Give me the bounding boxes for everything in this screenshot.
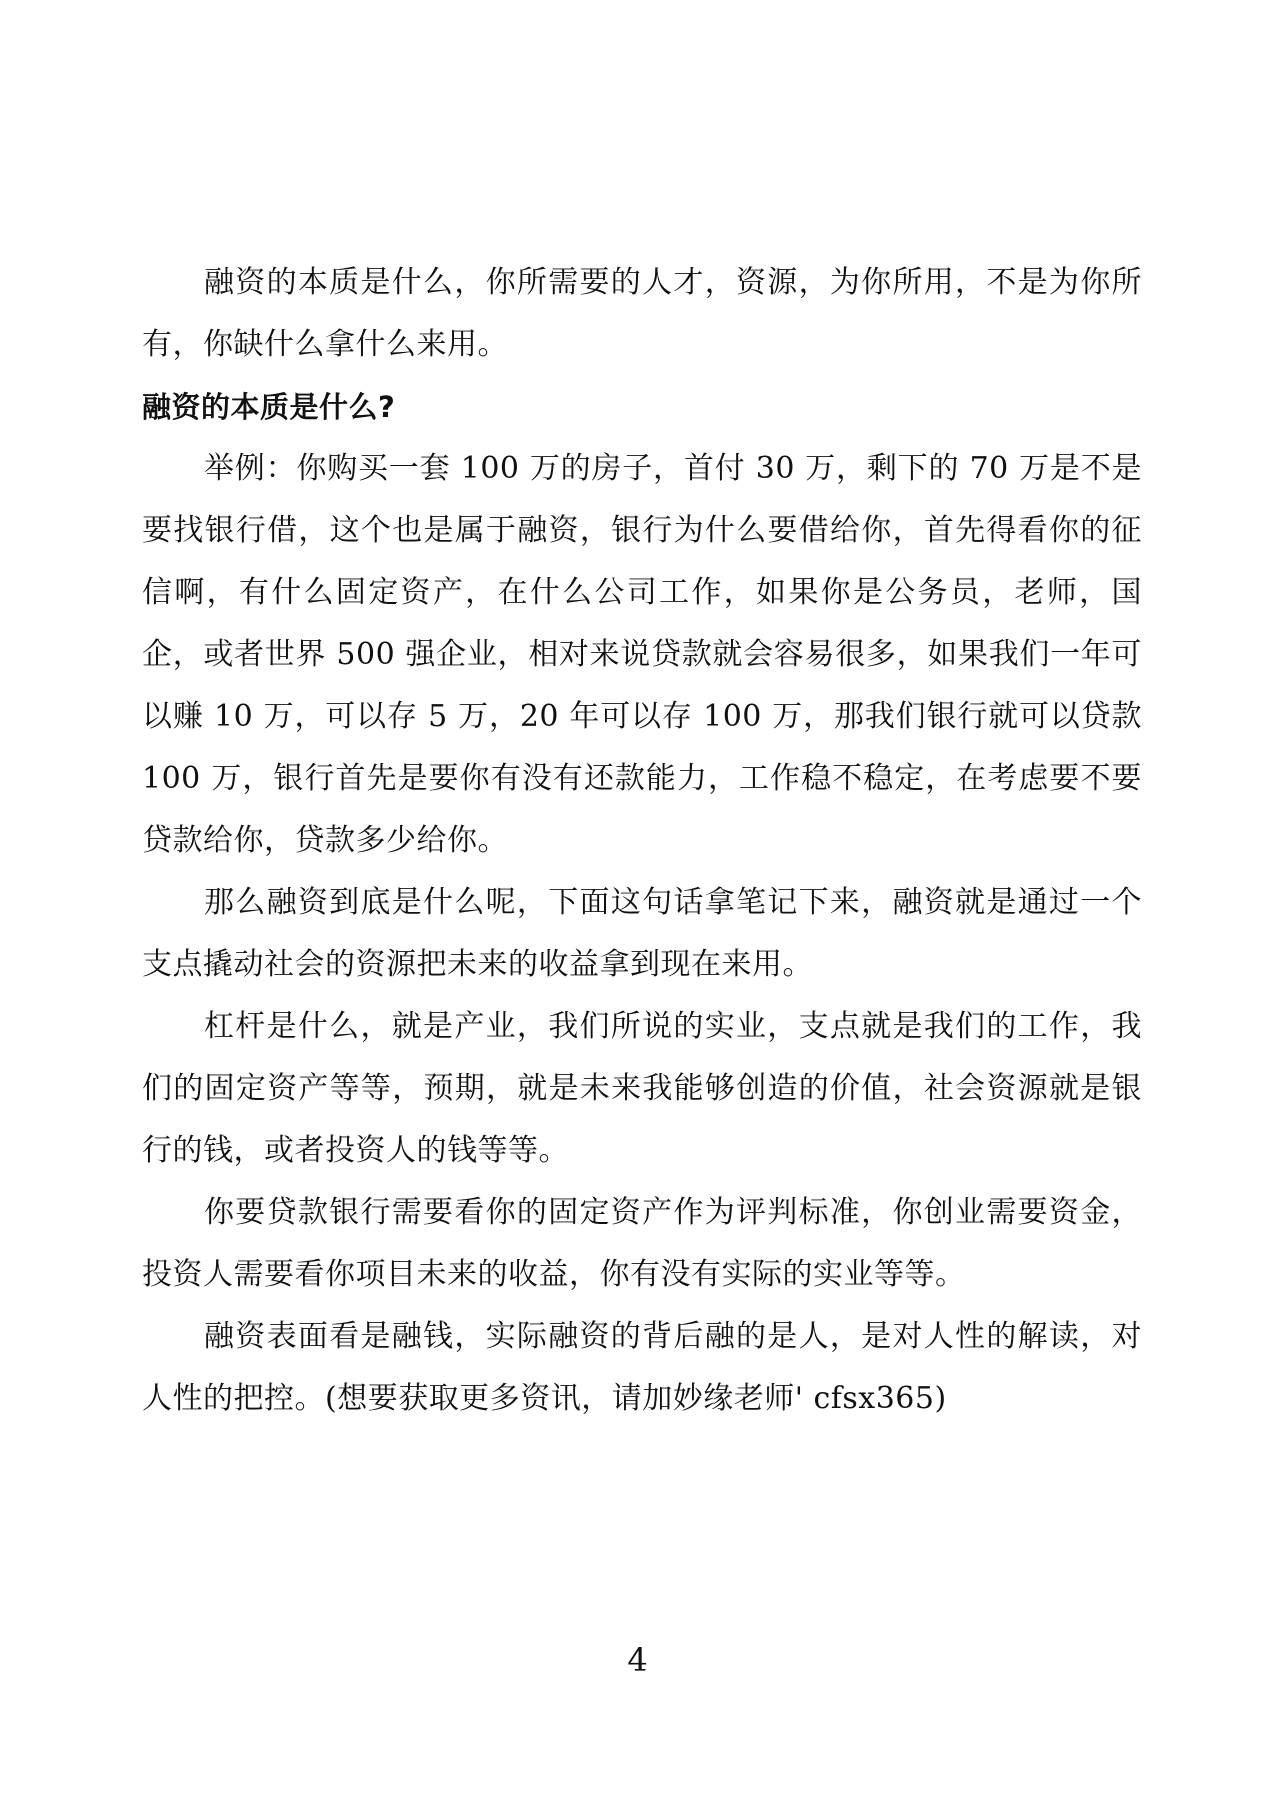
paragraph-conclusion: 融资表面看是融钱，实际融资的背后融的是人，是对人性的解读，对人性的把控。(想要获取更多资讯，请加妙缘老师' cfsx365) <box>142 1319 1142 1416</box>
document-body <box>142 252 1142 1430</box>
paragraph-loan-criteria: 你要贷款银行需要看你的固定资产作为评判标准，你创业需要资金，投资人需要看你项目未来的收益，你有没有实际的实业等等。 <box>142 1195 1142 1292</box>
paragraph-leverage: 杠杆是什么，就是产业，我们所说的实业，支点就是我们的工作，我们的固定资产等等，预期，就是未来我能够创造的价值，社会资源就是银行的钱，或者投资人的钱等等。 <box>142 1009 1142 1168</box>
paragraph-definition: 那么融资到底是什么呢，下面这句话拿笔记下来，融资就是通过一个支点撬动社会的资源把未来的收益拿到现在来用。 <box>142 885 1142 982</box>
paragraph-example: 举例：你购买一套 100 万的房子，首付 30 万，剩下的 70 万是不是要找银行借，这个也是属于融资，银行为什么要借给你，首先得看你的征信啊，有什么固定资产，在什么公司工作，如果你是公务员，老师，国企，或者世界 500 强企业，相对来说贷款就会容易很多，如果我们一年可以赚 10 万，可以存 5 万，20 年可以存 100 万，那我们银行就可以贷款 100 万，银行首先是要你有没有还款能力，工作稳不稳定，在考虑要不要贷款给你，贷款多少给你。 <box>142 451 1142 858</box>
paragraph-essence-intro: 融资的本质是什么，你所需要的人才，资源，为你所用，不是为你所有，你缺什么拿什么来用。 <box>142 265 1142 362</box>
section-heading: 融资的本质是什么? <box>142 390 396 424</box>
page-number: 4 <box>627 1641 648 1679</box>
